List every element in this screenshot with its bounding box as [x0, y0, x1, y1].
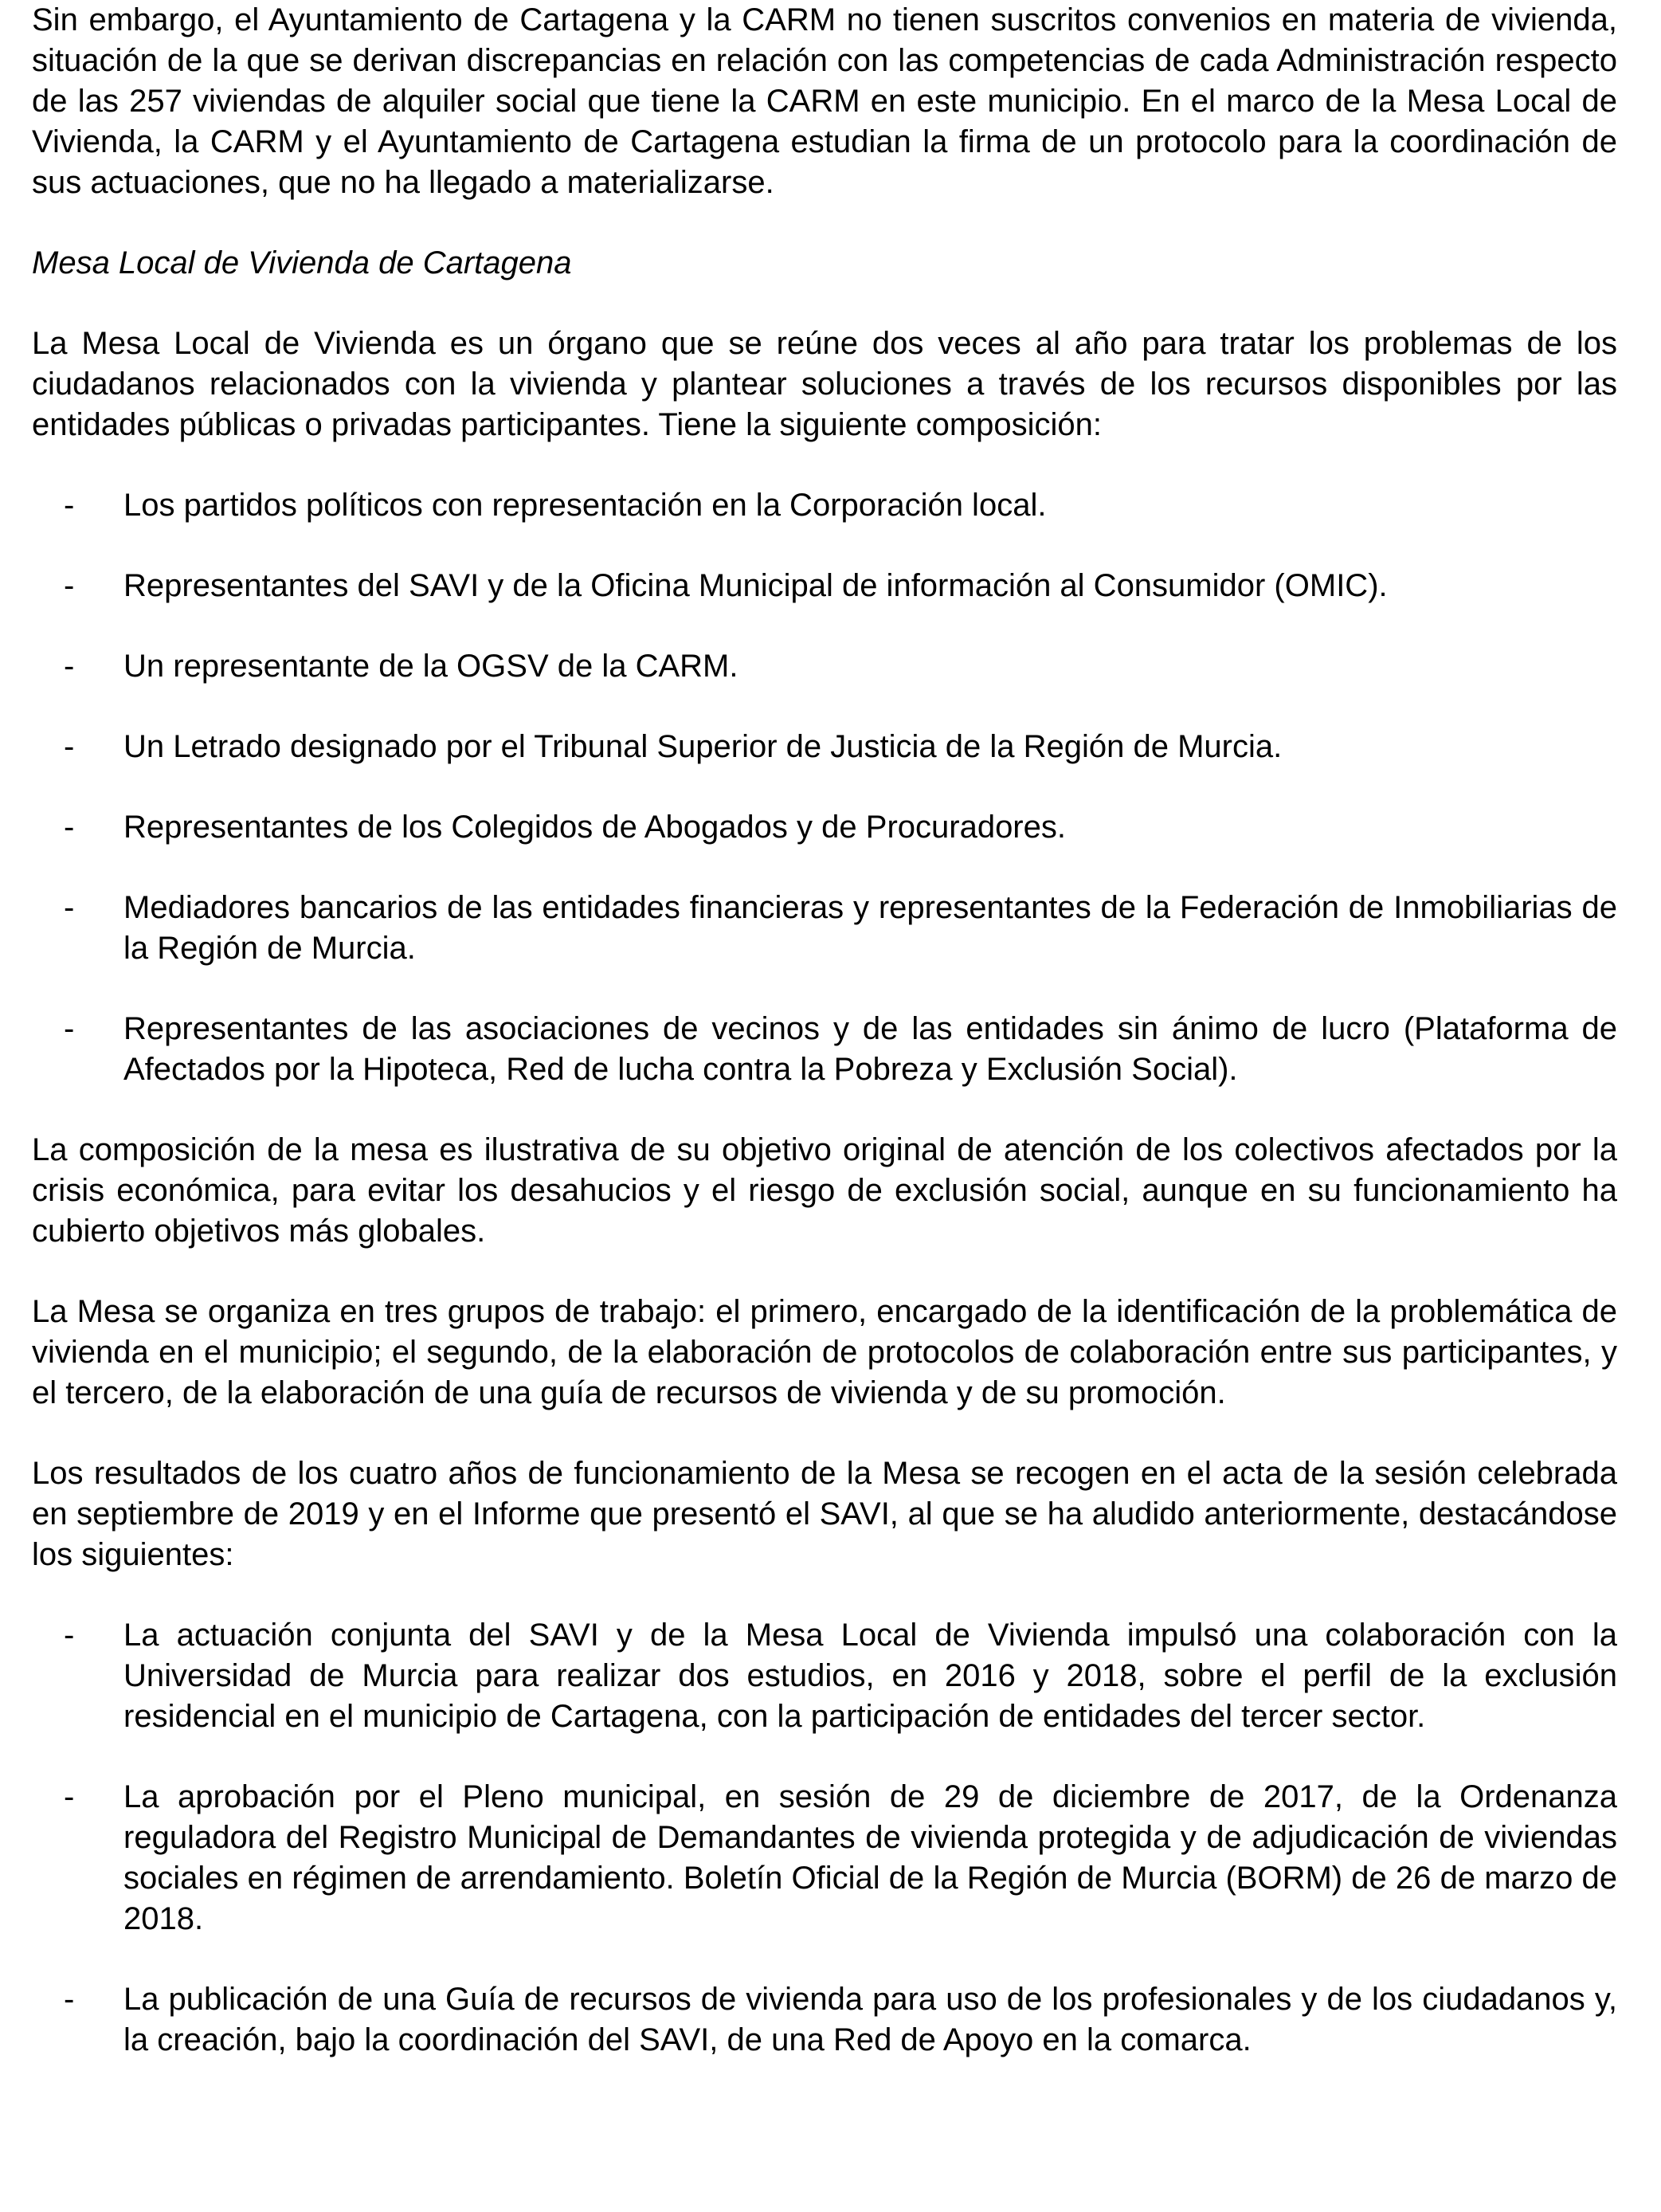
bullet-dash: - — [64, 488, 75, 523]
paragraph-grupos-trabajo: La Mesa se organiza en tres grupos de trabajo: el primero, encargado de la identificación de la problemática de vivienda en el municipio; el segundo, de la elaboración de protocolos de colaboración entre sus participantes, y el tercero, de la elaboración de una guía de recursos de vivienda y de su promoción. — [32, 1294, 1617, 1410]
list-item — [32, 1009, 1617, 1090]
list-item — [32, 566, 1617, 606]
paragraph-composicion: La composición de la mesa es ilustrativa de su objetivo original de atención de los colectivos afectados por la crisis económica, para evitar los desahucios y el riesgo de exclusión social, aunque en su funcionamiento ha cubierto objetivos más globales. — [32, 1132, 1617, 1249]
list-item-text: Representantes de los Colegidos de Abogados y de Procuradores. — [123, 810, 1066, 845]
bullet-dash: - — [64, 729, 75, 764]
list-item — [32, 1777, 1617, 1939]
results-list — [32, 1615, 1617, 2061]
bullet-dash: - — [64, 810, 75, 845]
paragraph-mesa-intro: La Mesa Local de Vivienda es un órgano que se reúne dos veces al año para tratar los problemas de los ciudadanos relacionados con la vivienda y plantear soluciones a través de los recursos disponibles por las entidades públicas o privadas participantes. Tiene la siguiente composición: — [32, 326, 1617, 442]
list-item-text: Un Letrado designado por el Tribunal Superior de Justicia de la Región de Murcia. — [123, 729, 1283, 764]
paragraph-convenios: Sin embargo, el Ayuntamiento de Cartagena y la CARM no tienen suscritos convenios en materia de vivienda, situación de la que se derivan discrepancias en relación con las competencias de cada Administración respecto de las 257 viviendas de alquiler social que tiene la CARM en este municipio. En el marco de la Mesa Local de Vivienda, la CARM y el Ayuntamiento de Cartagena estudian la firma de un protocolo para la coordinación de sus actuaciones, que no ha llegado a materializarse. — [32, 2, 1617, 200]
bullet-dash: - — [64, 1982, 75, 2017]
list-item-text: Un representante de la OGSV de la CARM. — [123, 649, 738, 684]
list-item-text: Representantes del SAVI y de la Oficina Municipal de información al Consumidor (OMIC). — [123, 568, 1388, 603]
bullet-dash: - — [64, 1011, 75, 1046]
list-item-text: La publicación de una Guía de recursos de vivienda para uso de los profesionales y de los ciudadanos y, la creación, bajo la coordinación del SAVI, de una Red de Apoyo en la comarca. — [123, 1982, 1617, 2057]
list-item-text: Mediadores bancarios de las entidades financieras y representantes de la Federación de Inmobiliarias de la Región de Murcia. — [123, 890, 1617, 966]
list-item — [32, 1979, 1617, 2061]
composition-list — [32, 485, 1617, 1090]
list-item-text: La actuación conjunta del SAVI y de la Mesa Local de Vivienda impulsó una colaboración con la Universidad de Murcia para realizar dos estudios, en 2016 y 2018, sobre el perfil de la exclusión residencial en el municipio de Cartagena, con la participación de entidades del tercer sector. — [123, 1618, 1617, 1734]
bullet-dash: - — [64, 649, 75, 684]
bullet-dash: - — [64, 1779, 75, 1814]
list-item-text: La aprobación por el Pleno municipal, en sesión de 29 de diciembre de 2017, de la Ordenanza reguladora del Registro Municipal de Demandantes de vivienda protegida y de adjudicación de viviendas sociales en régimen de arrendamiento. Boletín Oficial de la Región de Murcia (BORM) de 26 de marzo de 2018. — [123, 1779, 1617, 1936]
list-item — [32, 646, 1617, 687]
list-item-text: Los partidos políticos con representación en la Corporación local. — [123, 488, 1047, 523]
list-item — [32, 727, 1617, 767]
list-item — [32, 807, 1617, 848]
bullet-dash: - — [64, 568, 75, 603]
paragraph-resultados: Los resultados de los cuatro años de funcionamiento de la Mesa se recogen en el acta de la sesión celebrada en septiembre de 2019 y en el Informe que presentó el SAVI, al que se ha aludido anteriormente, destacándose los siguientes: — [32, 1456, 1617, 1572]
list-item — [32, 485, 1617, 526]
bullet-dash: - — [64, 890, 75, 925]
document-page — [32, 0, 1617, 2061]
list-item — [32, 888, 1617, 969]
bullet-dash: - — [64, 1618, 75, 1653]
list-item-text: Representantes de las asociaciones de vecinos y de las entidades sin ánimo de lucro (Plataforma de Afectados por la Hipoteca, Red de lucha contra la Pobreza y Exclusión Social). — [123, 1011, 1617, 1087]
list-item — [32, 1615, 1617, 1737]
section-heading: Mesa Local de Vivienda de Cartagena — [32, 245, 572, 280]
